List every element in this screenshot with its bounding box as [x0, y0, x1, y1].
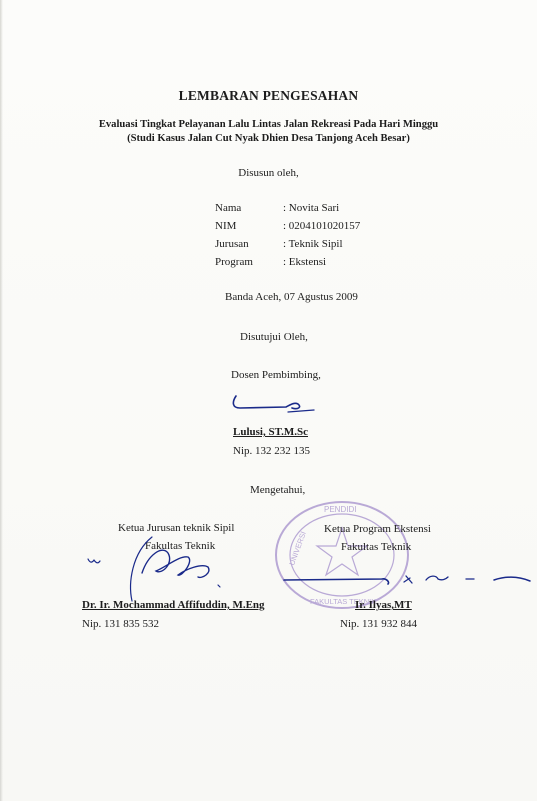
info-label-program: Program [215, 256, 253, 268]
approved-by-label: Disutujui Oleh, [240, 331, 308, 343]
right-signatory-name: Ir. Ilyas,MT [355, 599, 412, 611]
right-signatory-role: Ketua Program Ekstensi [324, 523, 431, 535]
info-label-name: Nama [215, 202, 242, 214]
right-signatory-faculty: Fakultas Teknik [341, 541, 412, 553]
left-signatory-role: Ketua Jurusan teknik Sipil [118, 522, 235, 534]
acknowledged-label: Mengetahui, [250, 484, 306, 496]
info-value-name: : Novita Sari [283, 202, 340, 214]
info-value-nim: : 0204101020157 [283, 220, 361, 232]
left-signatory-faculty: Fakultas Teknik [145, 540, 216, 552]
right-signature-icon [282, 566, 532, 592]
left-signature-icon [70, 533, 260, 603]
info-label-nim: NIM [215, 220, 237, 232]
place-date: Banda Aceh, 07 Agustus 2009 [225, 291, 358, 303]
thesis-title-line1: Evaluasi Tingkat Pelayanan Lalu Lintas Jalan Rekreasi Pada Hari Minggu [98, 119, 439, 130]
stamp-text-top: PENDIDI [324, 505, 357, 514]
info-value-department: : Teknik Sipil [283, 238, 343, 250]
info-value-program: : Ekstensi [283, 256, 327, 268]
left-signatory-nip: Nip. 131 835 532 [82, 618, 159, 630]
right-signatory-nip: Nip. 131 932 844 [340, 618, 417, 630]
advisor-signature-icon [228, 392, 318, 416]
prepared-by-label: Disusun oleh, [238, 167, 299, 179]
advisor-nip: Nip. 132 232 135 [233, 445, 310, 457]
left-signatory-name: Dr. Ir. Mochammad Affifuddin, M.Eng [82, 599, 265, 611]
info-label-department: Jurusan [215, 238, 249, 250]
advisor-role: Dosen Pembimbing, [231, 369, 321, 381]
stamp-text-bottom: FAKULTAS TEKNIK [310, 597, 377, 606]
advisor-name: Lulusi, ST.M.Sc [233, 426, 308, 438]
page-title: LEMBARAN PENGESAHAN [178, 88, 359, 103]
faculty-stamp-icon [272, 498, 412, 612]
stamp-text-left: UNIVERSI [287, 530, 308, 567]
thesis-title-line2: (Studi Kasus Jalan Cut Nyak Dhien Desa Tanjong Aceh Besar) [127, 133, 410, 144]
